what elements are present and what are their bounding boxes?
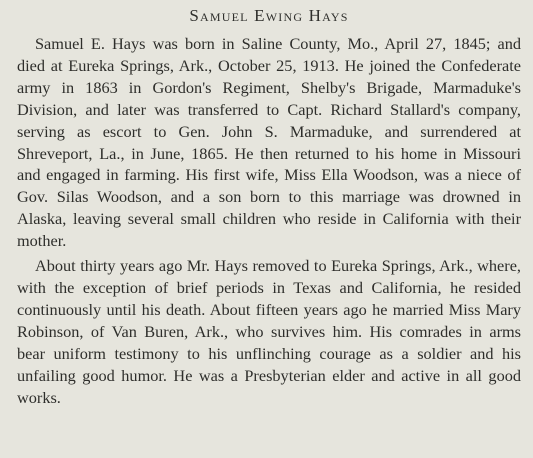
article-paragraph-1: Samuel E. Hays was born in Saline County, Mo., April 27, 1845; and died at Eureka Springs, Ark., October 25, 1913. He joined the Confederate army in 1863 in Gordon's Regiment, Shelby's Brigade, Marmaduke's Division, and later was transferred to Capt. Richard Stallard's company, serving as escort to Gen. John S. Marmaduke, and surrendered at Shreveport, La., in June, 1865. He then returned to his home in Missouri and engaged in farming. His first wife, Miss Ella Woodson, was a niece of Gov. Silas Woodson, and a son born to this marriage was drowned in Alaska, leaving several small children who reside in California with their mother. [17, 34, 521, 251]
article-title: Samuel Ewing Hays [189, 6, 349, 25]
article-paragraph-2: About thirty years ago Mr. Hays removed to Eureka Springs, Ark., where, with the exception of brief periods in Texas and California, he resided continuously until his death. About fifteen years ago he married Miss Mary Robinson, of Van Buren, Ark., who survives him. His comrades in arms bear uniform testimony to his unflinching courage as a soldier and his unfailing good humor. He was a Presbyterian elder and active in all good works. [17, 256, 521, 407]
